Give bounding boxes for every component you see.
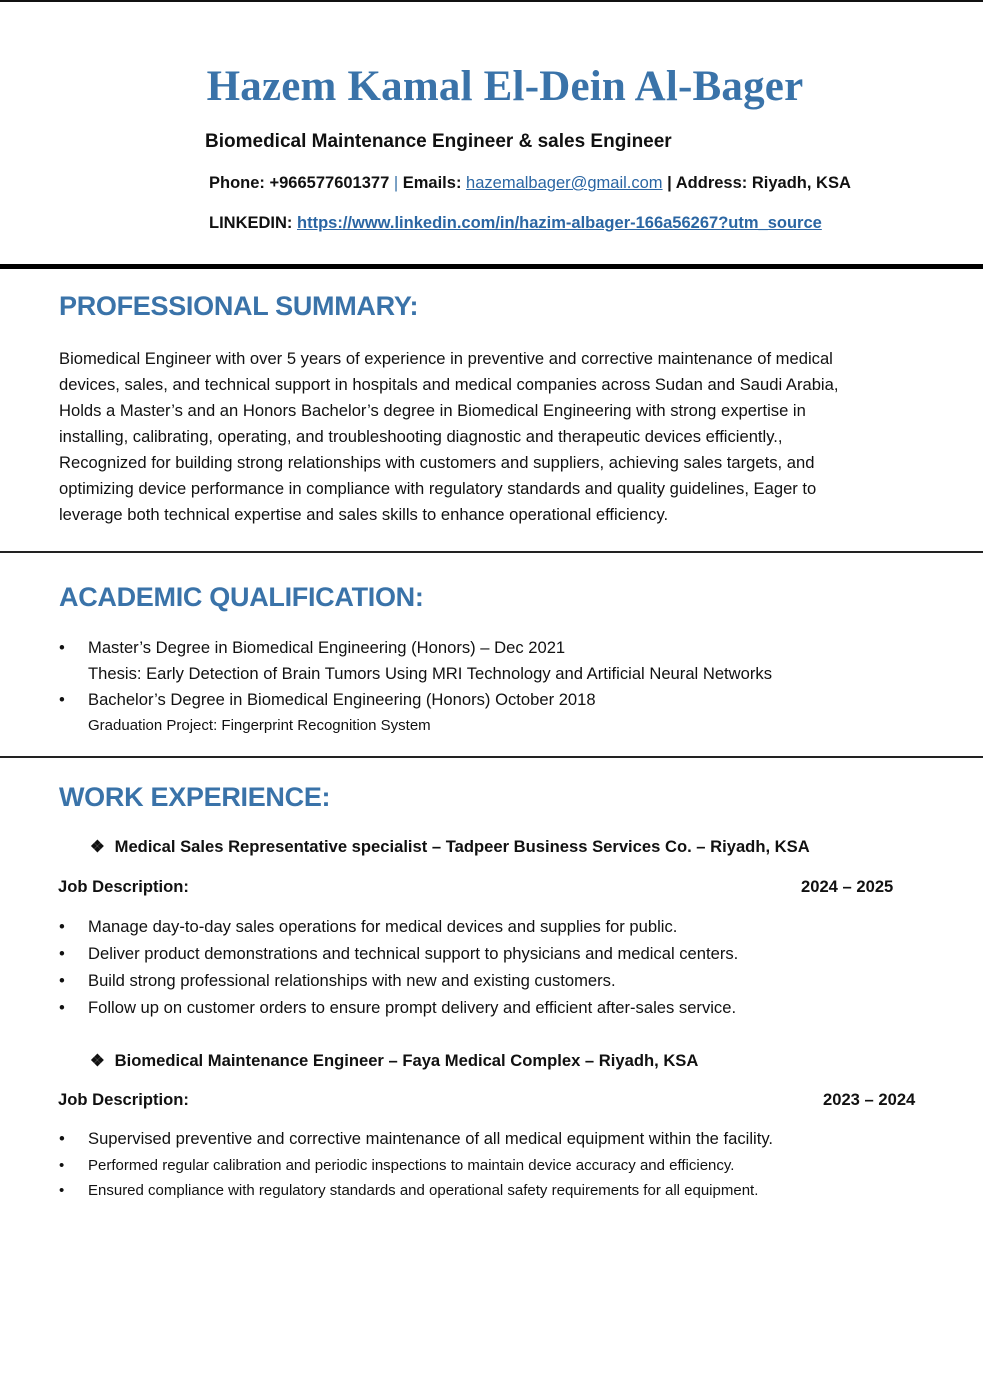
- job-years: 2024 – 2025: [801, 877, 894, 896]
- bullet-icon: •: [59, 1129, 65, 1148]
- job-title: Biomedical Maintenance Engineer & sales Engineer: [205, 131, 672, 152]
- bullet-icon: •: [59, 638, 65, 657]
- section-divider: [0, 551, 983, 553]
- job-description-label: Job Description:: [58, 877, 189, 896]
- bullet-icon: •: [59, 971, 65, 990]
- section-divider: [0, 756, 983, 758]
- address: | Address: Riyadh, KSA: [667, 174, 851, 192]
- duty-text: Follow up on customer orders to ensure prompt delivery and efficient after-sales service.: [88, 998, 737, 1017]
- degree-detail: Graduation Project: Fingerprint Recognition System: [88, 717, 431, 734]
- bullet-icon: •: [59, 944, 65, 963]
- summary-line: optimizing device performance in compliance with regulatory standards and quality guidelines, Eager to: [59, 479, 817, 498]
- summary-line: installing, calibrating, operating, and troubleshooting diagnostic and therapeutic devices efficiently.,: [59, 427, 783, 446]
- degree: Master’s Degree in Biomedical Engineering (Honors) – Dec 2021: [88, 638, 566, 657]
- candidate-name: Hazem Kamal El-Dein Al-Bager: [206, 63, 804, 110]
- email-link[interactable]: hazemalbager@gmail.com: [466, 174, 663, 192]
- summary-line: Recognized for building strong relationships with customers and suppliers, achieving sales targets, and: [59, 453, 815, 472]
- linkedin-link[interactable]: https://www.linkedin.com/in/hazim-albager-166a56267?utm_source: [297, 214, 822, 232]
- job-description-label: Job Description:: [58, 1090, 189, 1109]
- summary-line: devices, sales, and technical support in hospitals and medical companies across Sudan and Saudi Arabia,: [59, 375, 839, 394]
- duty-text: Supervised preventive and corrective maintenance of all medical equipment within the facility.: [88, 1129, 774, 1148]
- bullet-icon: •: [59, 1157, 65, 1174]
- work-heading: WORK EXPERIENCE:: [59, 782, 331, 812]
- header-divider: [0, 264, 983, 269]
- emails-label: Emails:: [402, 174, 462, 192]
- separator: |: [393, 174, 399, 192]
- degree-detail: Thesis: Early Detection of Brain Tumors Using MRI Technology and Artificial Neural Networks: [88, 664, 772, 683]
- bullet-icon: •: [59, 917, 65, 936]
- job-title-line: [90, 837, 810, 857]
- top-border: [0, 0, 983, 2]
- academic-heading: ACADEMIC QUALIFICATION:: [59, 582, 424, 612]
- bullet-icon: •: [59, 998, 65, 1017]
- duty-text: Deliver product demonstrations and technical support to physicians and medical centers.: [88, 944, 739, 963]
- duty-text: Performed regular calibration and periodic inspections to maintain device accuracy and efficiency.: [88, 1157, 735, 1174]
- degree: Bachelor’s Degree in Biomedical Engineering (Honors) October 2018: [88, 690, 596, 709]
- summary-heading: PROFESSIONAL SUMMARY:: [59, 291, 419, 321]
- summary-line: leverage both technical expertise and sales skills to enhance operational efficiency.: [59, 505, 669, 524]
- contact-line: [209, 174, 851, 193]
- duty-text: Build strong professional relationships with new and existing customers.: [88, 971, 616, 990]
- summary-line: Biomedical Engineer with over 5 years of experience in preventive and corrective maintenance of medical: [59, 349, 833, 368]
- duty-text: Ensured compliance with regulatory standards and operational safety requirements for all equipment.: [88, 1182, 759, 1199]
- summary-line: Holds a Master’s and an Honors Bachelor’s degree in Biomedical Engineering with strong expertise in: [59, 401, 806, 420]
- duty-text: Manage day-to-day sales operations for medical devices and supplies for public.: [88, 917, 678, 936]
- summary-paragraph: [59, 346, 929, 528]
- diamond-bullet-icon: ❖: [90, 1051, 105, 1070]
- phone: Phone: +966577601377: [209, 174, 390, 192]
- job-years: 2023 – 2024: [823, 1090, 916, 1109]
- bullet-icon: •: [59, 1182, 65, 1199]
- linkedin-line: [209, 214, 822, 233]
- job-title-line: [90, 1051, 698, 1071]
- job-title: Biomedical Maintenance Engineer – Faya Medical Complex – Riyadh, KSA: [114, 1051, 699, 1070]
- diamond-bullet-icon: ❖: [90, 837, 105, 856]
- linkedin-label: LINKEDIN:: [209, 214, 293, 232]
- job-title: Medical Sales Representative specialist – Tadpeer Business Services Co. – Riyadh, KSA: [114, 837, 810, 856]
- bullet-icon: •: [59, 690, 65, 709]
